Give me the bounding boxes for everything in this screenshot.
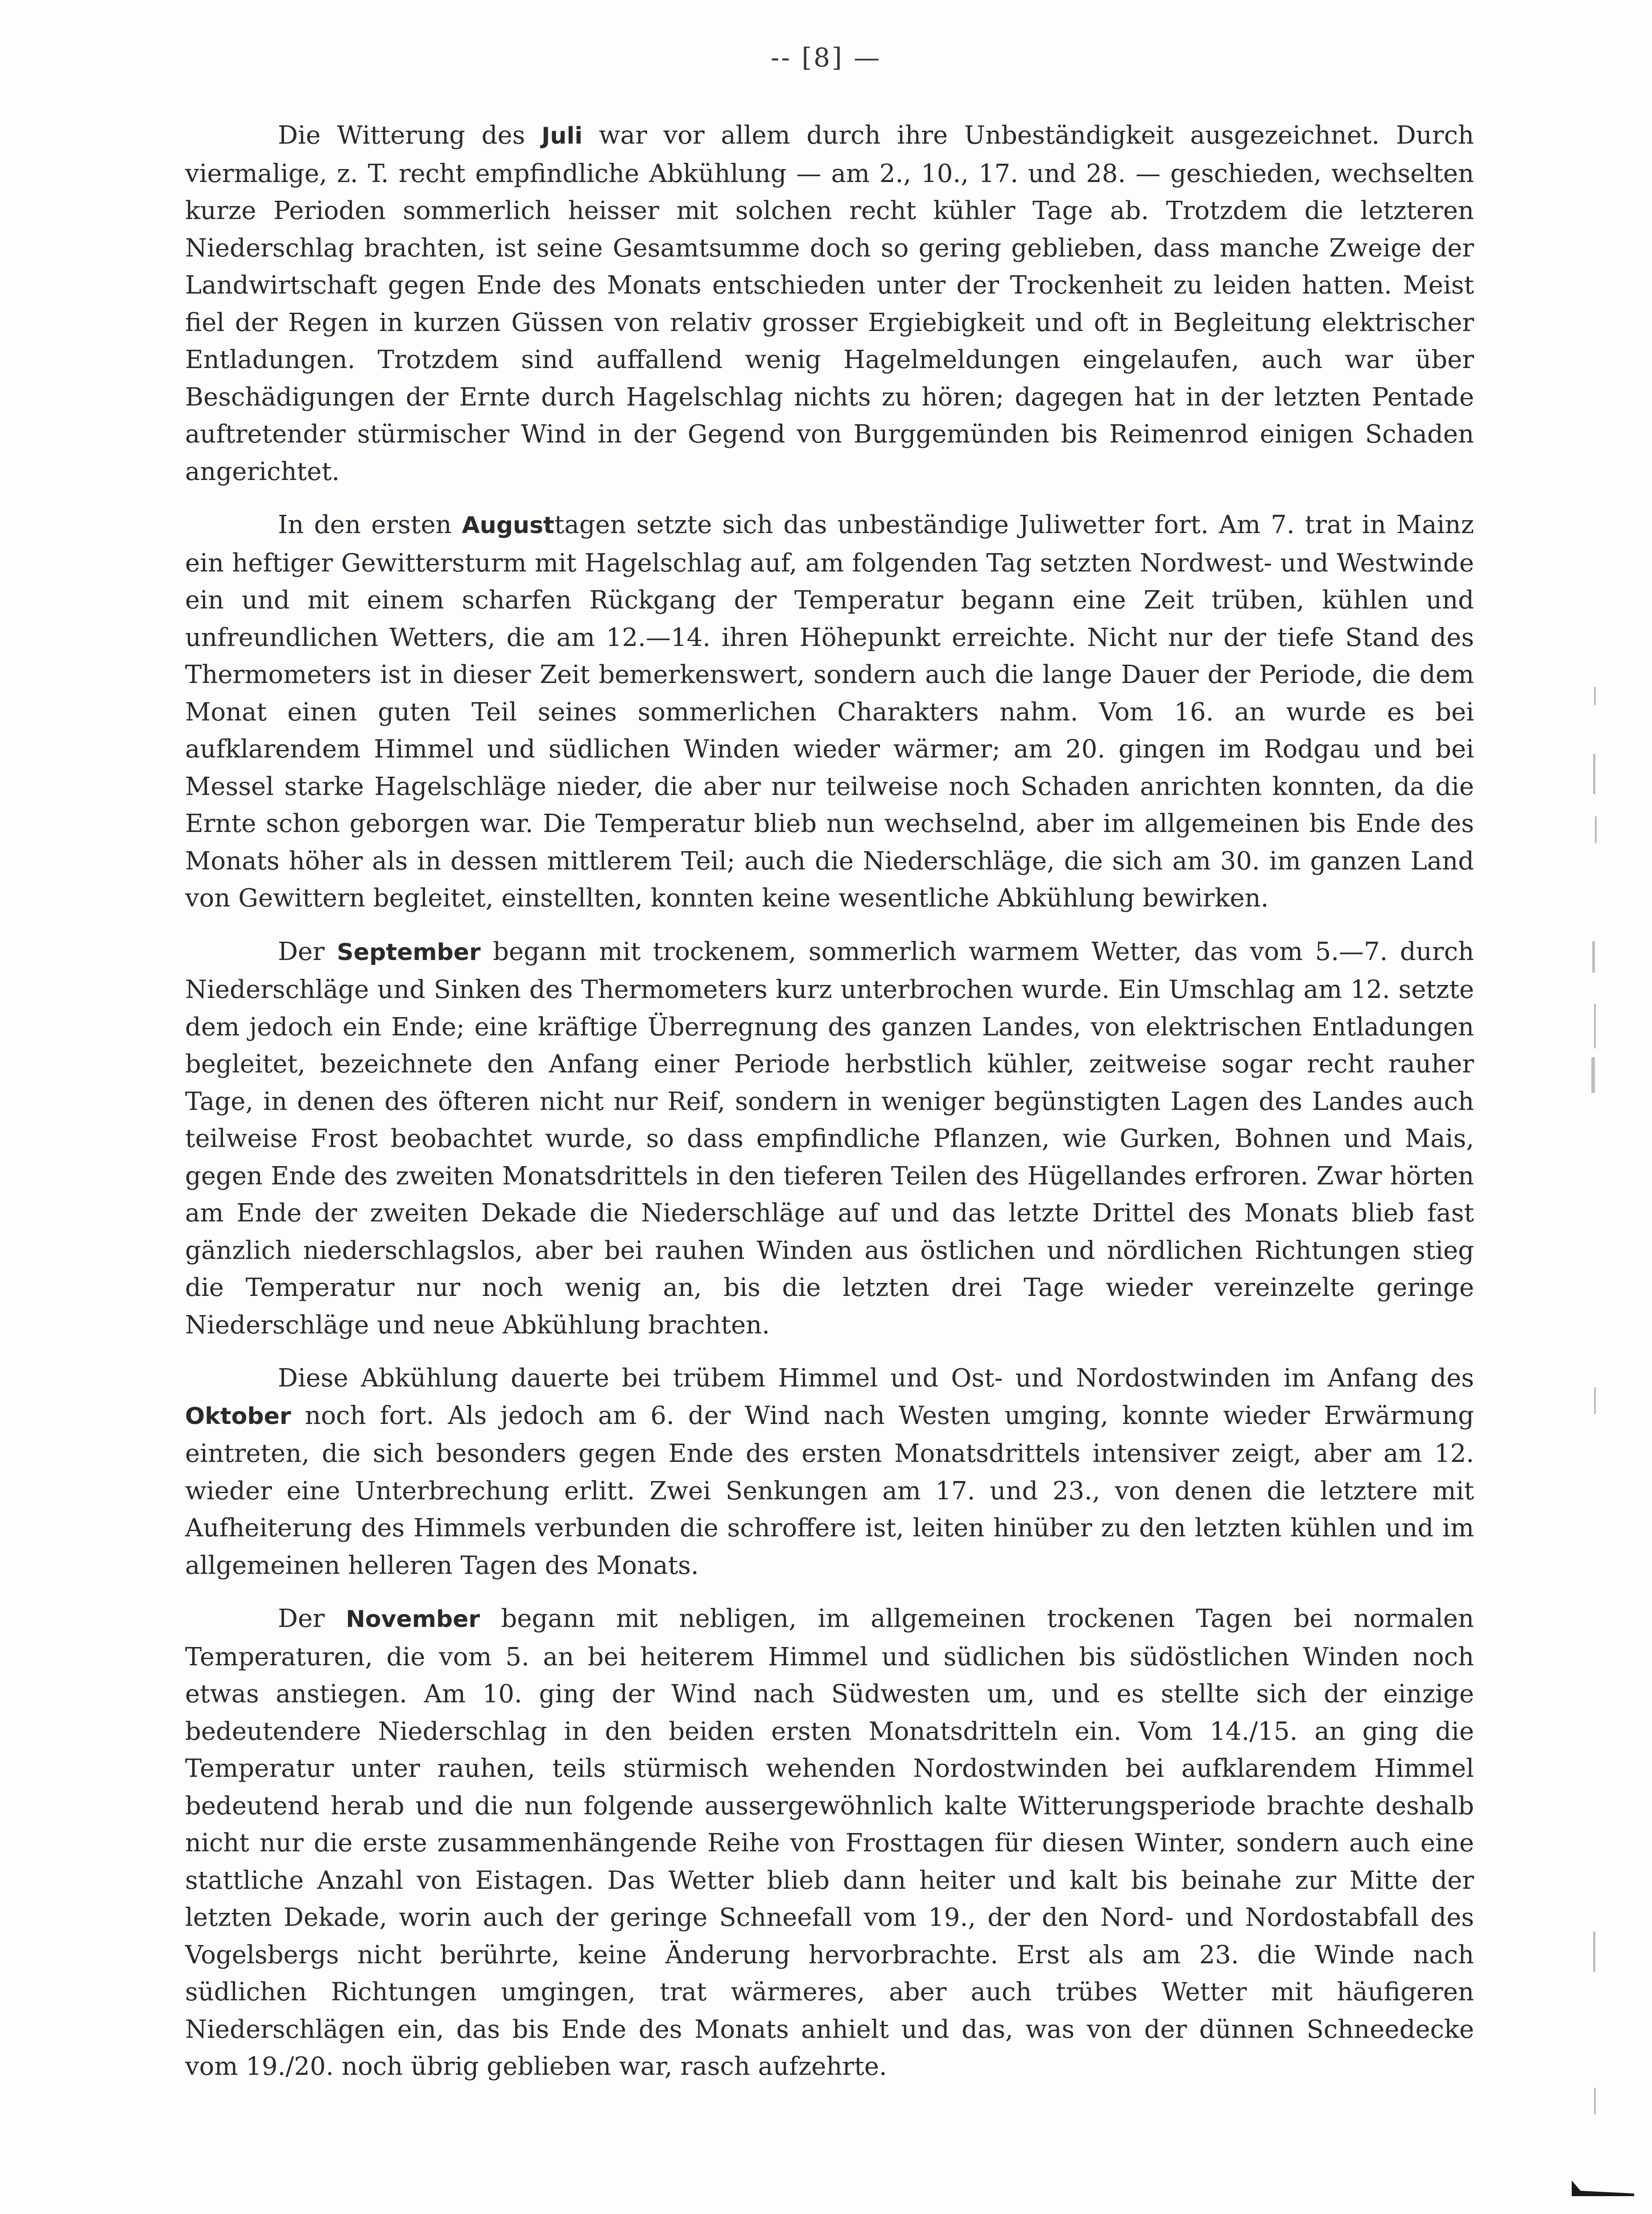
paragraph-july <box>185 117 1474 490</box>
scan-speck <box>1592 941 1595 973</box>
scan-speck <box>1594 2088 1596 2115</box>
month-heading-august: August <box>462 512 554 539</box>
paragraph-text: begann mit nebligen, im allgemeinen trockenen Tagen bei normalen Temperaturen, die vom 5. an bei heiterem Himmel und südlichen bis südöstlichen Winden noch etwas anstiegen. Am 10. ging der Wind nach Südwesten um, und es stellte sich der einzige bedeutendere Niederschlag in den beiden ersten Monatsdritteln ein. Vom 14./15. an ging die Temperatur unter rauhen, teils stürmisch wehenden Nordostwinden bei aufklarendem Himmel bedeutend herab und die nun folgende aussergewöhnlich kalte Witterungsperiode brachte deshalb nicht nur die erste zusammenhängende Reihe von Frosttagen für diesen Winter, sondern auch eine stattliche Anzahl von Eistagen. Das Wetter blieb dann heiter und kalt bis beinahe zur Mitte der letzten Dekade, worin auch der geringe Schneefall vom 19., der den Nord- und Nordostabfall des Vogelsbergs nicht berührte, keine Änderung hervorbrachte. Erst als am 23. die Winde nach südlichen Richtungen umgingen, trat wärmeres, aber auch trübes Wetter mit häufigeren Niederschlägen ein, das bis Ende des Monats anhielt und das, was von der dünnen Schneedecke vom 19./20. noch übrig geblieben war, rasch aufzehrte. <box>185 1604 1474 2081</box>
paragraph-october <box>185 1360 1474 1584</box>
month-heading-september: September <box>337 939 481 966</box>
page-number: -- [8] — <box>770 42 882 73</box>
scan-speck <box>1595 816 1597 843</box>
paragraph-text: In den ersten <box>278 510 462 539</box>
month-heading-july: Juli <box>541 123 583 149</box>
month-heading-october: Oktober <box>185 1403 291 1430</box>
scan-speck <box>1593 754 1595 794</box>
paragraph-september <box>185 933 1474 1344</box>
scan-speck <box>1594 1387 1596 1414</box>
paragraph-august <box>185 506 1474 917</box>
paragraph-text: Der <box>278 1604 346 1633</box>
month-heading-november: November <box>346 1606 480 1633</box>
paragraph-november <box>185 1600 1474 2086</box>
paragraph-text: Der <box>278 937 337 966</box>
scan-speck <box>1594 687 1596 705</box>
paragraph-text: Diese Abkühlung dauerte bei trübem Himmel und Ost- und Nordostwinden im Anfang des <box>278 1364 1474 1393</box>
scan-speck <box>1593 1932 1595 1972</box>
scan-margin-artifacts <box>1563 0 1652 2214</box>
paragraph-text: begann mit trockenem, sommerlich warmem Wetter, das vom 5.—7. durch Niederschläge und Sinken des Thermometers kurz unterbrochen wurde. Ein Umschlag am 12. setzte dem jedoch ein Ende; eine kräftige Überregnung des ganzen Landes, von elektrischen Entladungen begleitet, bezeichnete den Anfang einer Periode herbstlich kühler, zeitweise sogar recht rauher Tage, in denen des öfteren nicht nur Reif, sondern in weniger begünstigten Lagen des Landes auch teilweise Frost beobachtet wurde, so dass empfindliche Pflanzen, wie Gurken, Bohnen und Mais, gegen Ende des zweiten Monatsdrittels in den tieferen Teilen des Hügellandes erfroren. Zwar hörten am Ende der zweiten Dekade die Niederschläge auf und das letzte Drittel des Monats blieb fast gänzlich niederschlagslos, aber bei rauhen Winden aus östlichen und nördlichen Richtungen stieg die Temperatur nur noch wenig an, bis die letzten drei Tage wieder vereinzelte geringe Niederschläge und neue Abkühlung brachten. <box>185 937 1474 1340</box>
scan-speck <box>1594 1004 1596 1048</box>
paragraph-text: war vor allem durch ihre Unbeständigkeit ausgezeichnet. Durch viermalige, z. T. recht empfindliche Abkühlung — am 2., 10., 17. und 28. — geschieden, wechselten kurze Perioden sommerlich heisser mit solchen recht kühler Tage ab. Trotzdem die letzteren Niederschlag brachten, ist seine Gesamtsumme doch so gering geblieben, dass manche Zweige der Landwirtschaft gegen Ende des Monats entschieden unter der Trockenheit zu leiden hatten. Meist fiel der Regen in kurzen Güssen von relativ grosser Ergiebigkeit und oft in Begleitung elektrischer Entladungen. Trotzdem sind auffallend wenig Hagelmeldungen eingelaufen, auch war über Beschädigungen der Ernte durch Hagelschlag nichts zu hören; dagegen hat in der letzten Pentade auftretender stürmischer Wind in der Gegend von Burggemünden bis Reimenrod einigen Schaden angerichtet. <box>185 121 1474 486</box>
paragraph-text: noch fort. Als jedoch am 6. der Wind nach Westen umging, konnte wieder Erwärmung eintreten, die sich besonders gegen Ende des ersten Monatsdrittels intensiver zeigt, aber am 12. wieder eine Unterbrechung erlitt. Zwei Senkungen am 17. und 23., von denen die letztere mit Aufheiterung des Himmels verbunden die schroffere ist, leiten hinüber zu den letzten kühlen und im allgemeinen helleren Tagen des Monats. <box>185 1401 1474 1580</box>
paragraph-text: tagen setzte sich das unbeständige Juliwetter fort. Am 7. trat in Mainz ein heftiger Gewittersturm mit Hagelschlag auf, am folgenden Tag setzten Nordwest- und Westwinde ein und mit einem scharfen Rückgang der Temperatur begann eine Zeit trüben, kühlen und unfreundlichen Wetters, die am 12.—14. ihren Höhepunkt erreichte. Nicht nur der tiefe Stand des Thermometers ist in dieser Zeit bemerkenswert, sondern auch die lange Dauer der Periode, die dem Monat einen guten Teil seines sommerlichen Charakters nahm. Vom 16. an wurde es bei aufklarendem Himmel und südlichen Winden wieder wärmer; am 20. gingen im Rodgau und bei Messel starke Hagelschläge nieder, die aber nur teilweise noch Schaden anrichten konnten, da die Ernte schon geborgen war. Die Temperatur blieb nun wechselnd, aber im allgemeinen bis Ende des Monats höher als in dessen mittlerem Teil; auch die Niederschläge, die sich am 30. im ganzen Land von Gewittern begleitet, einstellten, konnten keine wesentliche Abkühlung bewirken. <box>185 510 1474 913</box>
paragraph-text: Die Witterung des <box>278 121 542 150</box>
scan-corner-mark <box>1567 2178 1634 2196</box>
scan-speck <box>1591 1057 1595 1093</box>
body-text <box>185 117 1474 2102</box>
